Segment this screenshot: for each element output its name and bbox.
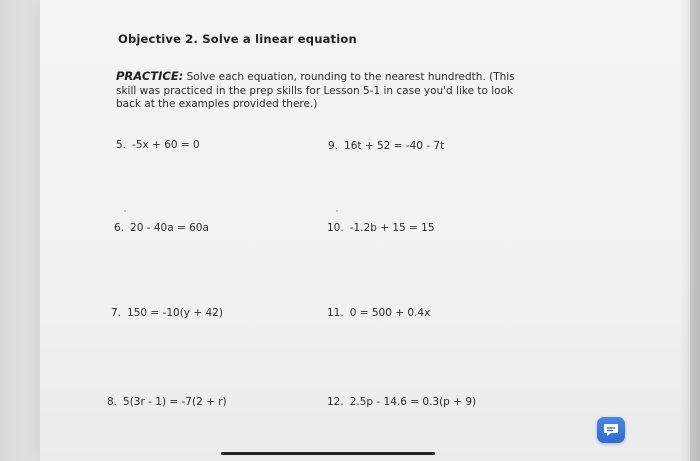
problem-9 [328, 140, 444, 152]
problem-equation: 20 - 40a = 60a [130, 222, 209, 234]
chat-bubble-icon[interactable] [597, 417, 625, 443]
problem-equation: -5x + 60 = 0 [132, 139, 200, 151]
problem-7 [111, 307, 223, 319]
practice-text: Solve each equation, rounding to the nearest hundredth. (This skill was practiced in the prep skills for Lesson 5-1 in case you'd like to look back at the examples provided there.) [116, 71, 515, 110]
problem-8 [107, 396, 227, 408]
problem-equation: 5(3r - 1) = -7(2 + r) [123, 396, 227, 408]
chat-bubble-glyph [602, 422, 620, 438]
problem-number: 10. [327, 222, 344, 234]
problem-11 [327, 307, 430, 319]
problem-10 [327, 222, 435, 234]
problem-equation: 0 = 500 + 0.4x [349, 307, 431, 319]
problem-12 [327, 396, 476, 408]
problem-5 [116, 139, 200, 151]
problem-equation: -1.2b + 15 = 15 [349, 222, 435, 234]
paper-shadow [680, 0, 700, 461]
problem-6 [114, 222, 209, 234]
problem-equation: 150 = -10(y + 42) [127, 307, 223, 319]
home-indicator[interactable] [221, 452, 435, 455]
problem-number: 5. [116, 139, 127, 151]
paper-speck [336, 210, 338, 212]
problem-number: 6. [114, 222, 125, 234]
problem-number: 12. [327, 396, 344, 408]
objective-title: Objective 2. Solve a linear equation [118, 32, 357, 46]
paper-speck [124, 210, 126, 212]
problem-equation: 16t + 52 = -40 - 7t [344, 140, 445, 152]
practice-label: PRACTICE: [116, 69, 184, 83]
problem-number: 8. [107, 396, 118, 408]
practice-instructions [116, 70, 536, 112]
problem-number: 11. [327, 307, 344, 319]
problem-number: 7. [111, 307, 122, 319]
problem-equation: 2.5p - 14.6 = 0.3(p + 9) [349, 396, 477, 408]
problem-number: 9. [328, 140, 339, 152]
